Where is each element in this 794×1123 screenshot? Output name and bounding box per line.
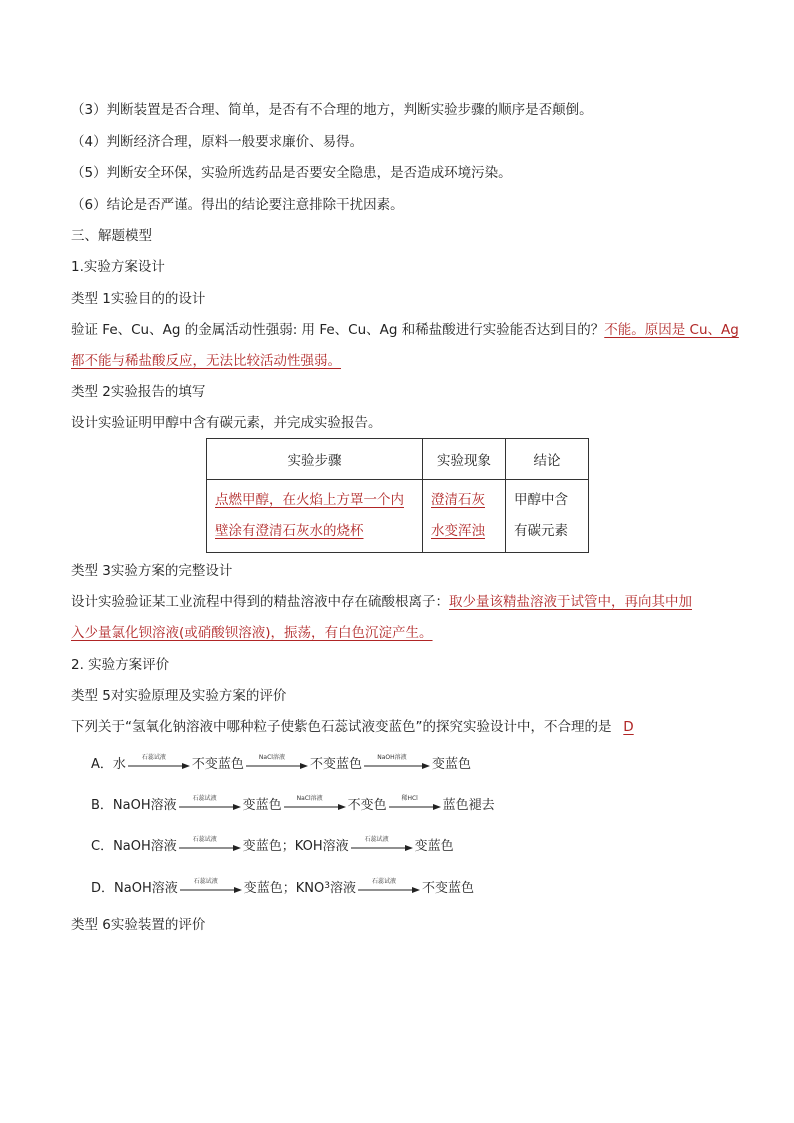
option-result: 不变蓝色 [309,756,362,772]
option-result: 变蓝色 [414,838,454,854]
option-result: 变蓝色；KNO [243,880,325,896]
type-heading: 类型 1实验目的的设计 [71,291,206,307]
arrow-label: NaCl溶液 [296,795,323,802]
section-heading: 三、解题模型 [71,228,152,244]
option-label: A． [91,756,113,772]
option-substance: NaOH溶液 [113,838,177,854]
arrow-shaft [179,844,241,852]
question-3-answer-line2: 入少量氯化钡溶液(或硝酸钡溶液)，振荡，有白色沉淀产生。 [71,625,433,641]
reaction-arrow [351,836,413,852]
arrow-shaft [389,803,441,811]
arrow-label: NaCl溶液 [258,754,285,761]
arrow-shaft [128,762,190,770]
option-result: 不变蓝色 [421,880,474,896]
cell-line: 点燃甲醇，在火焰上方罩一个内 [215,492,404,508]
option-result: 变蓝色 [431,756,471,772]
question-5-text: 下列关于“氢氧化钠溶液中哪种粒子使紫色石蕊试液变蓝色”的探究实验设计中，不合理的是 [71,719,612,735]
type-heading: 类型 3实验方案的完整设计 [71,563,233,579]
table-header-cell: 实验现象 [423,439,506,480]
table-cell-phenomenon [423,480,506,553]
arrow-label: 石蕊试液 [193,878,218,885]
table-header-cell: 实验步骤 [207,439,423,480]
arrow-shaft [351,844,413,852]
table-header-cell: 结论 [506,439,589,480]
question-1-answer: 不能。原因是 Cu、Ag [604,322,739,338]
table-cell-step [207,480,423,553]
type-heading: 类型 6实验装置的评价 [71,917,206,933]
table-header-row [207,439,589,480]
option-result: 不变色 [347,797,387,813]
cell-line: 有碳元素 [514,523,568,539]
arrow-label: 石蕊试液 [141,754,166,761]
arrow-shaft [358,886,420,894]
option-label: D． [91,880,115,896]
subscript: 3 [324,881,330,891]
reaction-arrow [246,754,308,770]
option-substance: NaOH溶液 [112,797,177,813]
question-2-text: 设计实验证明甲醇中含有碳元素，并完成实验报告。 [71,415,382,431]
option-substance: 溶液 [329,880,356,896]
subsection-heading: 1.实验方案设计 [71,259,165,275]
text-line: （6）结论是否严谨。得出的结论要注意排除干扰因素。 [71,197,404,213]
option-substance: 水 [112,756,126,772]
cell-line: 壁涂有澄清石灰水的烧杯 [215,523,364,539]
arrow-label: 石蕊试液 [371,878,396,885]
option-substance: NaOH溶液 [114,880,178,896]
arrow-label: 石蕊试液 [364,836,389,843]
option-label: C． [91,838,114,854]
arrow-label: 石蕊试液 [192,836,217,843]
arrow-label: NaOH溶液 [377,754,407,761]
option-result: 不变蓝色 [191,756,244,772]
arrow-shaft [180,886,242,894]
reaction-arrow [389,795,441,811]
question-1-answer-cont [71,352,341,370]
option-d [91,875,474,897]
option-b [91,792,495,814]
question-1-answer-line2: 都不能与稀盐酸反应，无法比较活动性强弱。 [71,353,341,369]
question-5 [71,718,646,736]
option-label: B． [91,797,113,813]
reaction-arrow [364,754,430,770]
question-3-answer: 取少量该精盐溶液于试管中，再向其中加 [449,594,692,610]
reaction-arrow [284,795,346,811]
option-result: 蓝色褪去 [442,797,495,813]
reaction-arrow [358,878,420,894]
table-row [207,480,589,553]
cell-line: 澄清石灰 [431,492,485,508]
option-c [91,833,454,855]
arrow-label: 石蕊试液 [192,795,217,802]
question-3-answer-cont [71,624,433,642]
table-cell-conclusion [506,480,589,553]
reaction-arrow [179,836,241,852]
question-5-answer: D [623,719,634,735]
type-heading: 类型 2实验报告的填写 [71,384,206,400]
arrow-shaft [284,803,346,811]
text-line: （4）判断经济合理，原料一般要求廉价、易得。 [71,134,364,150]
arrow-shaft [246,762,308,770]
cell-line: 水变浑浊 [431,523,485,539]
text-line: （5）判断安全环保，实验所选药品是否要安全隐患，是否造成环境污染。 [71,165,512,181]
option-result: 变蓝色；KOH溶液 [242,838,349,854]
reaction-arrow [179,795,241,811]
text-line: （3）判断装置是否合理、简单，是否有不合理的地方，判断实验步骤的顺序是否颠倒。 [71,102,593,118]
cell-line: 甲醇中含 [514,492,568,508]
question-3 [71,593,692,611]
arrow-label: 稀HCl [401,795,418,802]
section-heading: 2. 实验方案评价 [71,657,170,673]
type-heading: 类型 5对实验原理及实验方案的评价 [71,688,287,704]
arrow-shaft [179,803,241,811]
reaction-arrow [128,754,190,770]
question-1-text: 验证 Fe、Cu、Ag 的金属活动性强弱: 用 Fe、Cu、Ag 和稀盐酸进行实验能否达到目的？ [71,322,605,338]
arrow-shaft [364,762,430,770]
option-result: 变蓝色 [242,797,282,813]
question-1 [71,321,739,339]
experiment-report-table [206,438,589,553]
option-a [91,751,471,773]
reaction-arrow [180,878,242,894]
question-3-text: 设计实验验证某工业流程中得到的精盐溶液中存在硫酸根离子： [71,594,449,610]
